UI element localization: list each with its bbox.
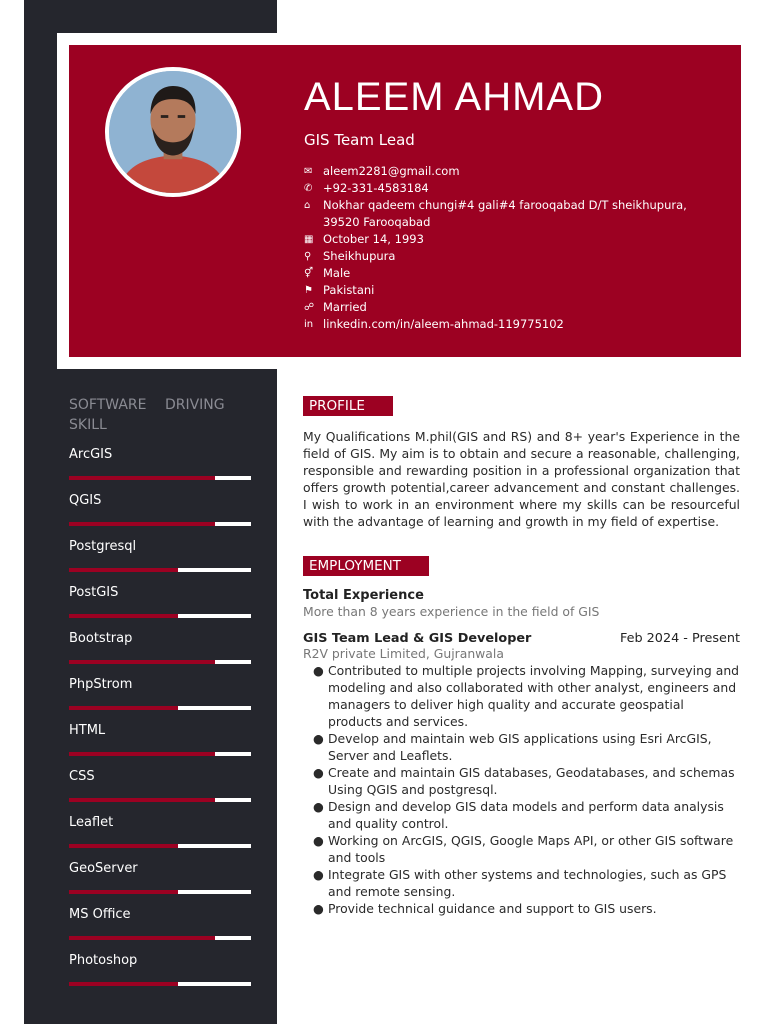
bullet-dot-icon: ● [313,663,324,678]
contact-item [304,180,724,197]
skill-level-fill [69,798,215,802]
job-bullets [303,662,740,917]
job-bullet [303,832,740,866]
job-bullet-text: Create and maintain GIS databases, Geodatabases, and schemas Using QGIS and postgresql. [328,765,735,797]
job-bullet [303,730,740,764]
skill-level-bar [69,890,251,894]
skill-item [69,723,251,756]
skill-item [69,677,251,710]
skill-name: QGIS [69,493,102,508]
contact-list [304,163,724,333]
skill-name: Postgresql [69,539,137,554]
skill-name: Leaflet [69,815,114,830]
skill-level-fill [69,660,215,664]
skill-item [69,953,251,986]
job-bullet [303,866,740,900]
skill-name: ArcGIS [69,447,113,462]
profile-text: My Qualifications M.phil(GIS and RS) and 8+ year's Experience in the field of GIS. My aim is to obtain and secure a reasonable, challenging, responsible and rewarding position in a professional organization that offers growth potential,career advancement and constant challenges. I wish to work in an environment where my skills can be resourceful with the advantage of learning and growth in my field of expertise. [303,429,740,529]
skill-item [69,907,251,940]
skill-level-bar [69,706,251,710]
skill-level-bar [69,982,251,986]
header-banner [69,45,741,357]
bullet-dot-icon: ● [313,833,324,848]
skill-item [69,769,251,802]
contact-item [304,299,724,316]
skill-item [69,447,251,480]
skill-name: MS Office [69,907,131,922]
skill-level-bar [69,660,251,664]
job-role: GIS Team Lead & GIS Developer [303,631,532,646]
bullet-dot-icon: ● [313,765,324,780]
job-title: GIS Team Lead [304,131,415,149]
job-header [303,631,740,646]
job-bullet-text: Contributed to multiple projects involving Mapping, surveying and modeling and also collaborated with other analyst, engineers and managers to deliver high quality and accurate geospatial products and services. [328,663,740,729]
candidate-name: ALEEM AHMAD [304,75,604,119]
job-bullet [303,764,740,798]
profile-heading: PROFILE [303,396,393,416]
skill-level-bar [69,752,251,756]
skill-item [69,631,251,664]
job-bullet [303,662,740,730]
skill-level-bar [69,798,251,802]
contact-item [304,282,724,299]
profile-photo [109,71,237,193]
employment-heading: EMPLOYMENT [303,556,429,576]
skill-item [69,815,251,848]
main-column [303,395,740,917]
contact-text: Nokhar qadeem chungi#4 gali#4 farooqabad D/T sheikhupura, 39520 Farooqabad [323,198,687,229]
skill-level-bar [69,522,251,526]
bullet-dot-icon: ● [313,901,324,916]
calendar-icon: ▦ [304,234,314,245]
skill-name: PostGIS [69,585,119,600]
contact-item [304,316,724,333]
skill-level-fill [69,476,215,480]
total-experience-value: More than 8 years experience in the field of GIS [303,604,600,619]
envelope-icon: ✉ [304,166,313,177]
contact-item [304,265,724,282]
skills-heading: SOFTWARE DRIVING SKILL [69,397,225,433]
job-bullet [303,798,740,832]
contact-text[interactable]: linkedin.com/in/aleem-ahmad-119775102 [323,317,564,331]
skill-item [69,493,251,526]
skill-level-bar [69,476,251,480]
job-bullet-text: Develop and maintain web GIS applications using Esri ArcGIS, Server and Leaflets. [328,731,712,763]
contact-text: Male [323,266,351,280]
job-dates: Feb 2024 - Present [619,631,740,646]
flag-icon: ⚑ [304,285,313,296]
skill-level-fill [69,752,215,756]
skill-level-bar [69,614,251,618]
skill-level-fill [69,522,215,526]
skill-level-bar [69,936,251,940]
bullet-dot-icon: ● [313,731,324,746]
phone-icon: ✆ [304,183,313,194]
skill-level-fill [69,706,178,710]
job-bullet-text: Design and develop GIS data models and perform data analysis and quality control. [328,799,724,831]
contact-item [304,163,724,180]
home-icon: ⌂ [304,200,311,211]
contact-item [304,231,724,248]
job-company: R2V private Limited, Gujranwala [303,646,504,661]
contact-text: Married [323,300,367,314]
contact-item [304,248,724,265]
job-entry [303,631,740,917]
skill-level-fill [69,568,178,572]
skill-name: PhpStrom [69,677,133,692]
skill-level-fill [69,614,178,618]
job-bullet-text: Integrate GIS with other systems and technologies, such as GPS and remote sensing. [328,867,727,899]
bullet-dot-icon: ● [313,867,324,882]
skill-name: GeoServer [69,861,138,876]
contact-text: October 14, 1993 [323,232,424,246]
skill-level-fill [69,982,178,986]
linkedin-icon: in [304,319,314,330]
skill-name: CSS [69,769,95,784]
gender-icon: ⚥ [304,268,314,279]
avatar [105,67,241,197]
skill-item [69,585,251,618]
contact-text: Sheikhupura [323,249,396,263]
skill-item [69,539,251,572]
contact-text[interactable]: aleem2281@gmail.com [323,164,460,178]
job-bullet [303,900,740,917]
skill-level-fill [69,936,215,940]
skill-item [69,861,251,894]
contact-item [304,197,724,231]
skill-name: HTML [69,723,106,738]
skill-level-bar [69,844,251,848]
location-pin-icon: ⚲ [304,251,312,262]
skill-level-bar [69,568,251,572]
users-icon: ☍ [304,302,315,313]
skill-level-fill [69,844,178,848]
job-bullet-text: Working on ArcGIS, QGIS, Google Maps API, or other GIS software and tools [328,833,734,865]
bullet-dot-icon: ● [313,799,324,814]
contact-text: +92-331-4583184 [323,181,429,195]
skill-level-fill [69,890,178,894]
contact-text: Pakistani [323,283,375,297]
job-bullet-text: Provide technical guidance and support to GIS users. [328,901,657,916]
skill-name: Photoshop [69,953,138,968]
total-experience-label: Total Experience [303,588,424,603]
skill-name: Bootstrap [69,631,133,646]
